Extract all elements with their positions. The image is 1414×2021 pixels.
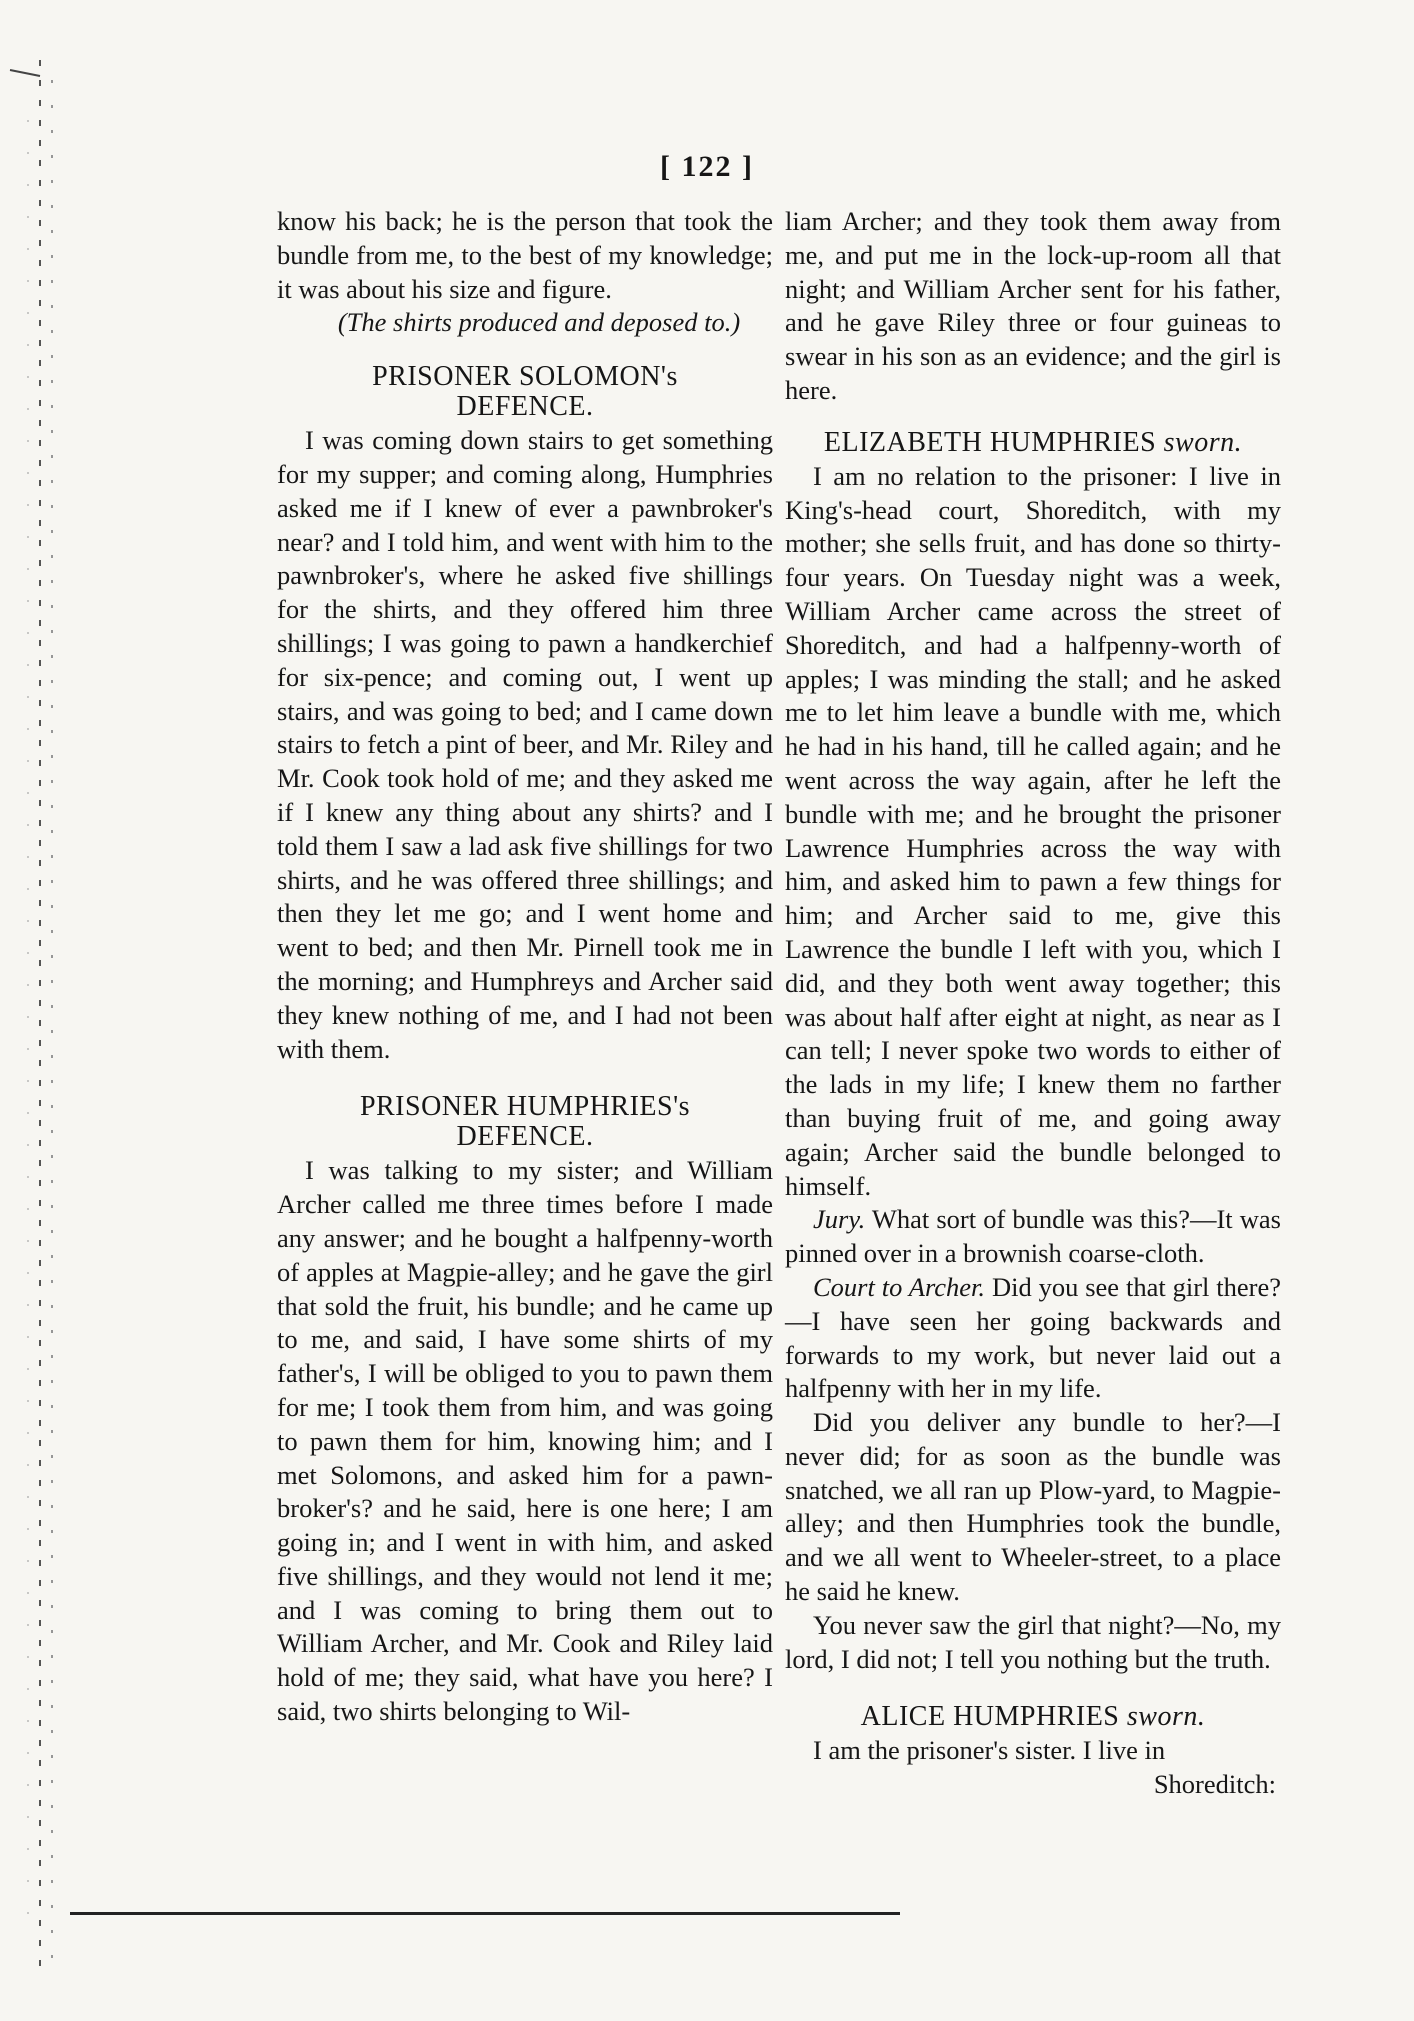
- binding-edge-marks: [0, 40, 90, 2000]
- paragraph: liam Archer; and they took them away from me, and put me in the lock-up-room all that night; and William Archer sent for his father, and he gave Riley three or four guineas to swear in his son as an evidence; and the girl is here.: [785, 206, 1281, 405]
- paragraph: You never saw the girl that night?—No, my lord, I did not; I tell you nothing but the truth.: [785, 1609, 1281, 1674]
- heading-line: DEFENCE.: [456, 391, 594, 423]
- section-heading: [277, 1092, 773, 1152]
- bottom-rule: [70, 1912, 900, 1915]
- left-column: [277, 205, 773, 1729]
- paragraph: I am no relation to the prisoner: I live in King's-head court, Shoreditch, with my mother; she sells fruit, and has done so thirty-four years. On Tuesday night was a week, William Archer came across the street of Shoreditch, and had a halfpenny-worth of apples; I was minding the stall; and he asked me to let him leave a bundle with me, which he had in his hand, till he called again; and he went across the way again, after he left the bundle with me; and he brought the prisoner Lawrence Humphries across the way with him, and asked him to pawn a few things for him; and Archer said to me, give this Lawrence the bundle I left with you, which I did, and they both went away together; this was about half after eight at night, as near as I can tell; I never spoke two words to either of the lads in my life; I knew them no farther than buying fruit of me, and going away again; Archer said the bundle belonged to himself.: [785, 460, 1281, 1201]
- witness-heading: [785, 1702, 1281, 1732]
- speaker-label: Court to Archer.: [813, 1271, 986, 1302]
- heading-line: PRISONER SOLOMON's: [372, 361, 678, 393]
- paragraph: I was talking to my sister; and William Archer called me three times before I made any answer; and he bought a halfpenny-worth of apples at Magpie-alley; and he gave the girl that sold the fruit, his bundle; and he came up to me, and said, I have some shirts of my father's, I will be obliged to you to pawn them for me; I took them from him, and was going to pawn them for him, knowing him; and I met Solomons, and asked him for a pawn-broker's? and he said, here is one here; I am going in; and I went in with him, and asked five shillings, and they would not lend it me; and I was coming to bring them out to William Archer, and Mr. Cook and Riley laid hold of me; they said, what have you here? I said, two shirts belonging to Wil-: [277, 1155, 773, 1727]
- page-number: [ 122 ]: [660, 150, 754, 183]
- witness-name: ELIZABETH HUMPHRIES: [823, 426, 1157, 458]
- paragraph: I was coming down stairs to get something for my supper; and coming along, Humphries asked me if I knew of ever a pawnbroker's near? and I told him, and went with him to the pawnbroker's, where he asked five shillings for the shirts, and they offered him three shillings; I was going to pawn a handkerchief for six-pence; and coming out, I went up stairs, and was going to bed; and I came down stairs to fetch a pint of beer, and Mr. Riley and Mr. Cook took hold of me; and they asked me if I knew any thing about any shirts? and I told them I saw a lad ask five shillings for two shirts, and he was offered three shillings; and then they let me go; and I went home and went to bed; and then Mr. Pirnell took me in the morning; and Humphreys and Archer said they knew nothing of me, and I had not been with them.: [277, 425, 773, 1064]
- paragraph: [785, 1271, 1281, 1406]
- paragraph-text: Did you see that girl there?—I have seen her going backwards and forwards to my work, but never laid out a halfpenny with her in my life.: [785, 1271, 1281, 1404]
- sworn-label: sworn.: [1126, 1701, 1206, 1733]
- speaker-label: Jury.: [813, 1204, 866, 1235]
- sworn-label: sworn.: [1163, 426, 1243, 458]
- stage-note: (The shirts produced and deposed to.): [337, 307, 741, 338]
- paragraph: [785, 1203, 1281, 1271]
- heading-line: DEFENCE.: [456, 1121, 594, 1153]
- paragraph: I am the prisoner's sister. I live in: [813, 1735, 1166, 1766]
- catchword: Shoreditch:: [1153, 1769, 1276, 1800]
- right-column: [785, 205, 1281, 1802]
- paragraph: Did you deliver any bundle to her?—I never did; for as soon as the bundle was snatched, we all ran up Plow-yard, to Magpie-alley; and then Humphries took the bundle, and we all went to Wheeler-street, to a place he said he knew.: [785, 1407, 1281, 1607]
- section-heading: [277, 362, 773, 422]
- witness-name: ALICE HUMPHRIES: [860, 1701, 1120, 1733]
- paragraph: know his back; he is the person that took the bundle from me, to the best of my knowledge; it was about his size and figure.: [277, 206, 773, 304]
- heading-line: PRISONER HUMPHRIES's: [359, 1091, 691, 1123]
- paragraph-text: What sort of bundle was this?—It was pinned over in a brownish coarse-cloth.: [785, 1204, 1281, 1269]
- witness-heading: [785, 428, 1281, 458]
